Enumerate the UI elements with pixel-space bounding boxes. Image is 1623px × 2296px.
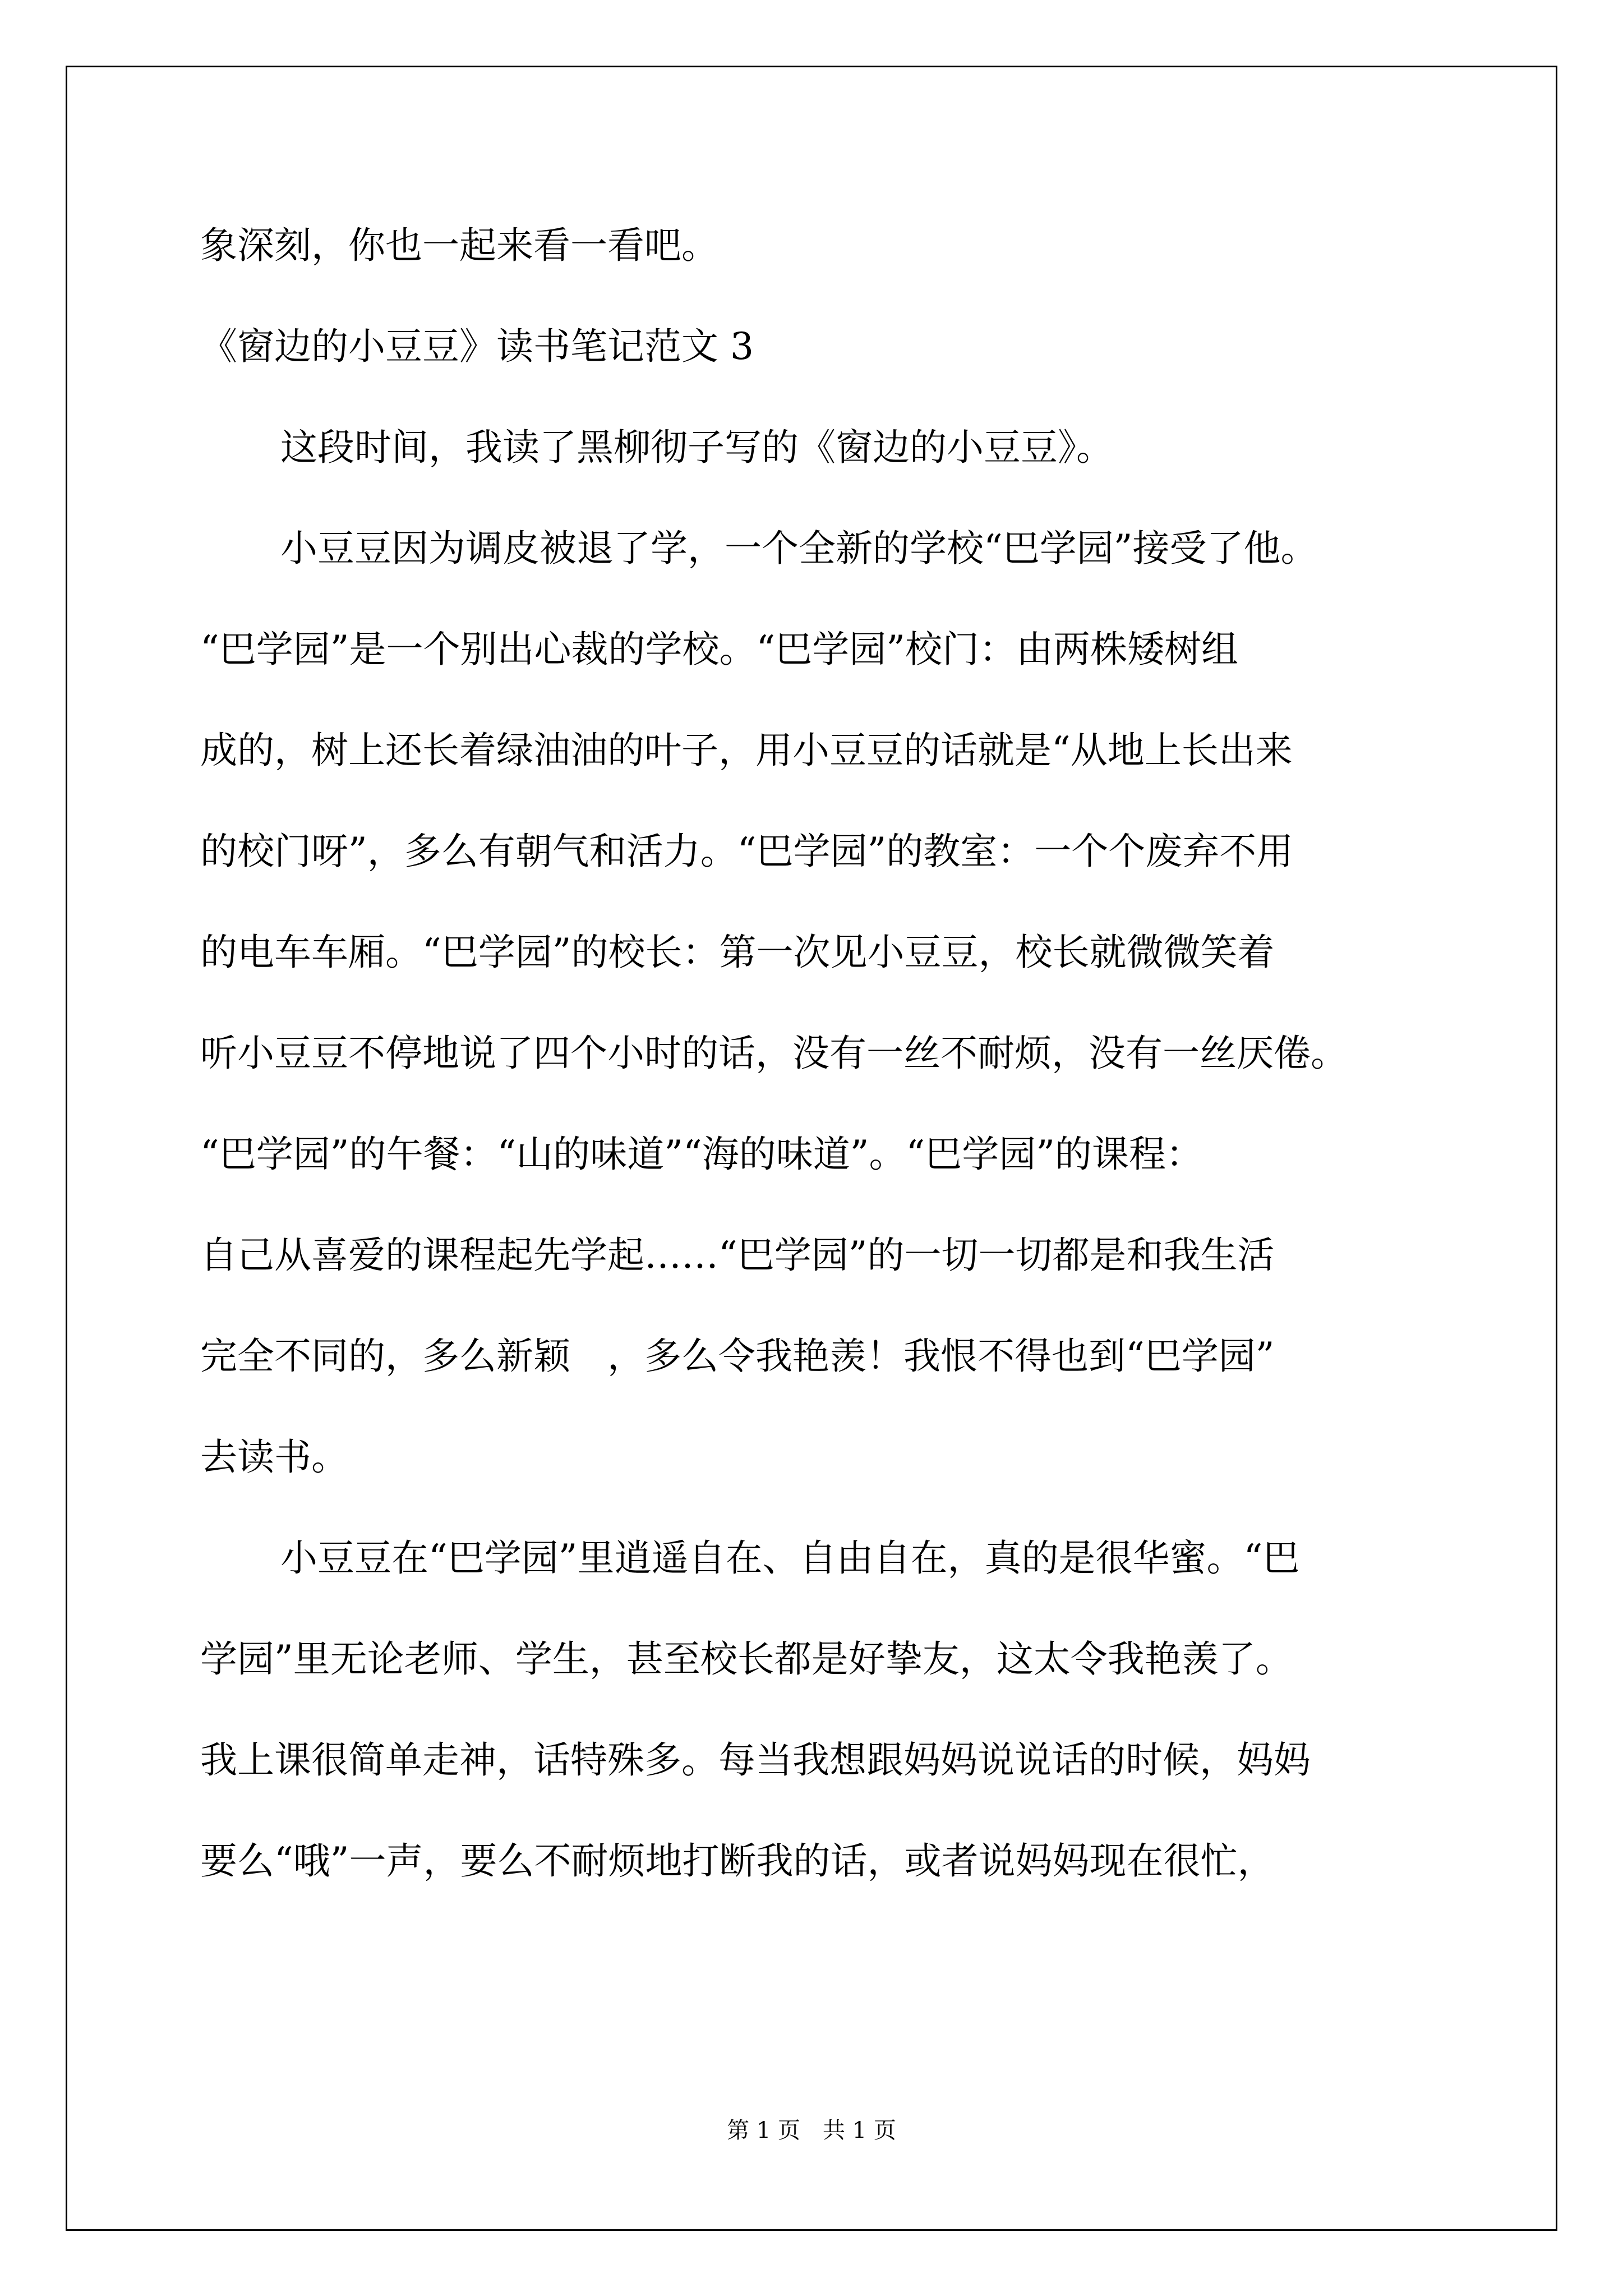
text-line: 小豆豆在“巴学园”里逍遥自在、自由自在，真的是很华蜜。“巴	[280, 1536, 1300, 1580]
text-line: 我上课很简单走神，话特殊多。每当我想跟妈妈说说话的时候，妈妈	[200, 1738, 1311, 1782]
text-line: 这段时间，我读了黑柳彻子写的《窗边的小豆豆》。	[280, 426, 1113, 469]
text-line: “巴学园”的午餐：“山的味道”“海的味道”。“巴学园”的课程：	[200, 1133, 1203, 1176]
text-line: 要么“哦”一声，要么不耐烦地打断我的话，或者说妈妈现在很忙，	[200, 1839, 1275, 1883]
text-line: 学园”里无论老师、学生，甚至校长都是好挚友，这太令我艳羡了。	[200, 1637, 1293, 1681]
text-line: 小豆豆因为调皮被退了学，一个全新的学校“巴学园”接受了他。	[280, 527, 1318, 570]
text-line: 象深刻，你也一起来看一看吧。	[200, 224, 718, 267]
page-number-footer: 第 1 页 共 1 页	[727, 2118, 896, 2143]
text-line: 去读书。	[200, 1435, 348, 1479]
text-line: 完全不同的，多么新颖 ，多么令我艳羡！我恨不得也到“巴学园”	[200, 1335, 1275, 1378]
text-line: 的电车车厢。“巴学园”的校长：第一次见小豆豆，校长就微微笑着	[200, 931, 1275, 974]
text-line: 成的，树上还长着绿油油的叶子，用小豆豆的话就是“从地上长出来	[200, 729, 1293, 772]
section-heading: 《窗边的小豆豆》读书笔记范文 3	[200, 325, 754, 368]
text-line: “巴学园”是一个别出心裁的学校。“巴学园”校门：由两株矮树组	[200, 628, 1238, 671]
text-line: 自己从喜爱的课程起先学起……“巴学园”的一切一切都是和我生活	[200, 1234, 1275, 1277]
text-line: 听小豆豆不停地说了四个小时的话，没有一丝不耐烦，没有一丝厌倦。	[200, 1032, 1348, 1075]
text-line: 的校门呀”，多么有朝气和活力。“巴学园”的教室：一个个废弃不用	[200, 830, 1294, 873]
